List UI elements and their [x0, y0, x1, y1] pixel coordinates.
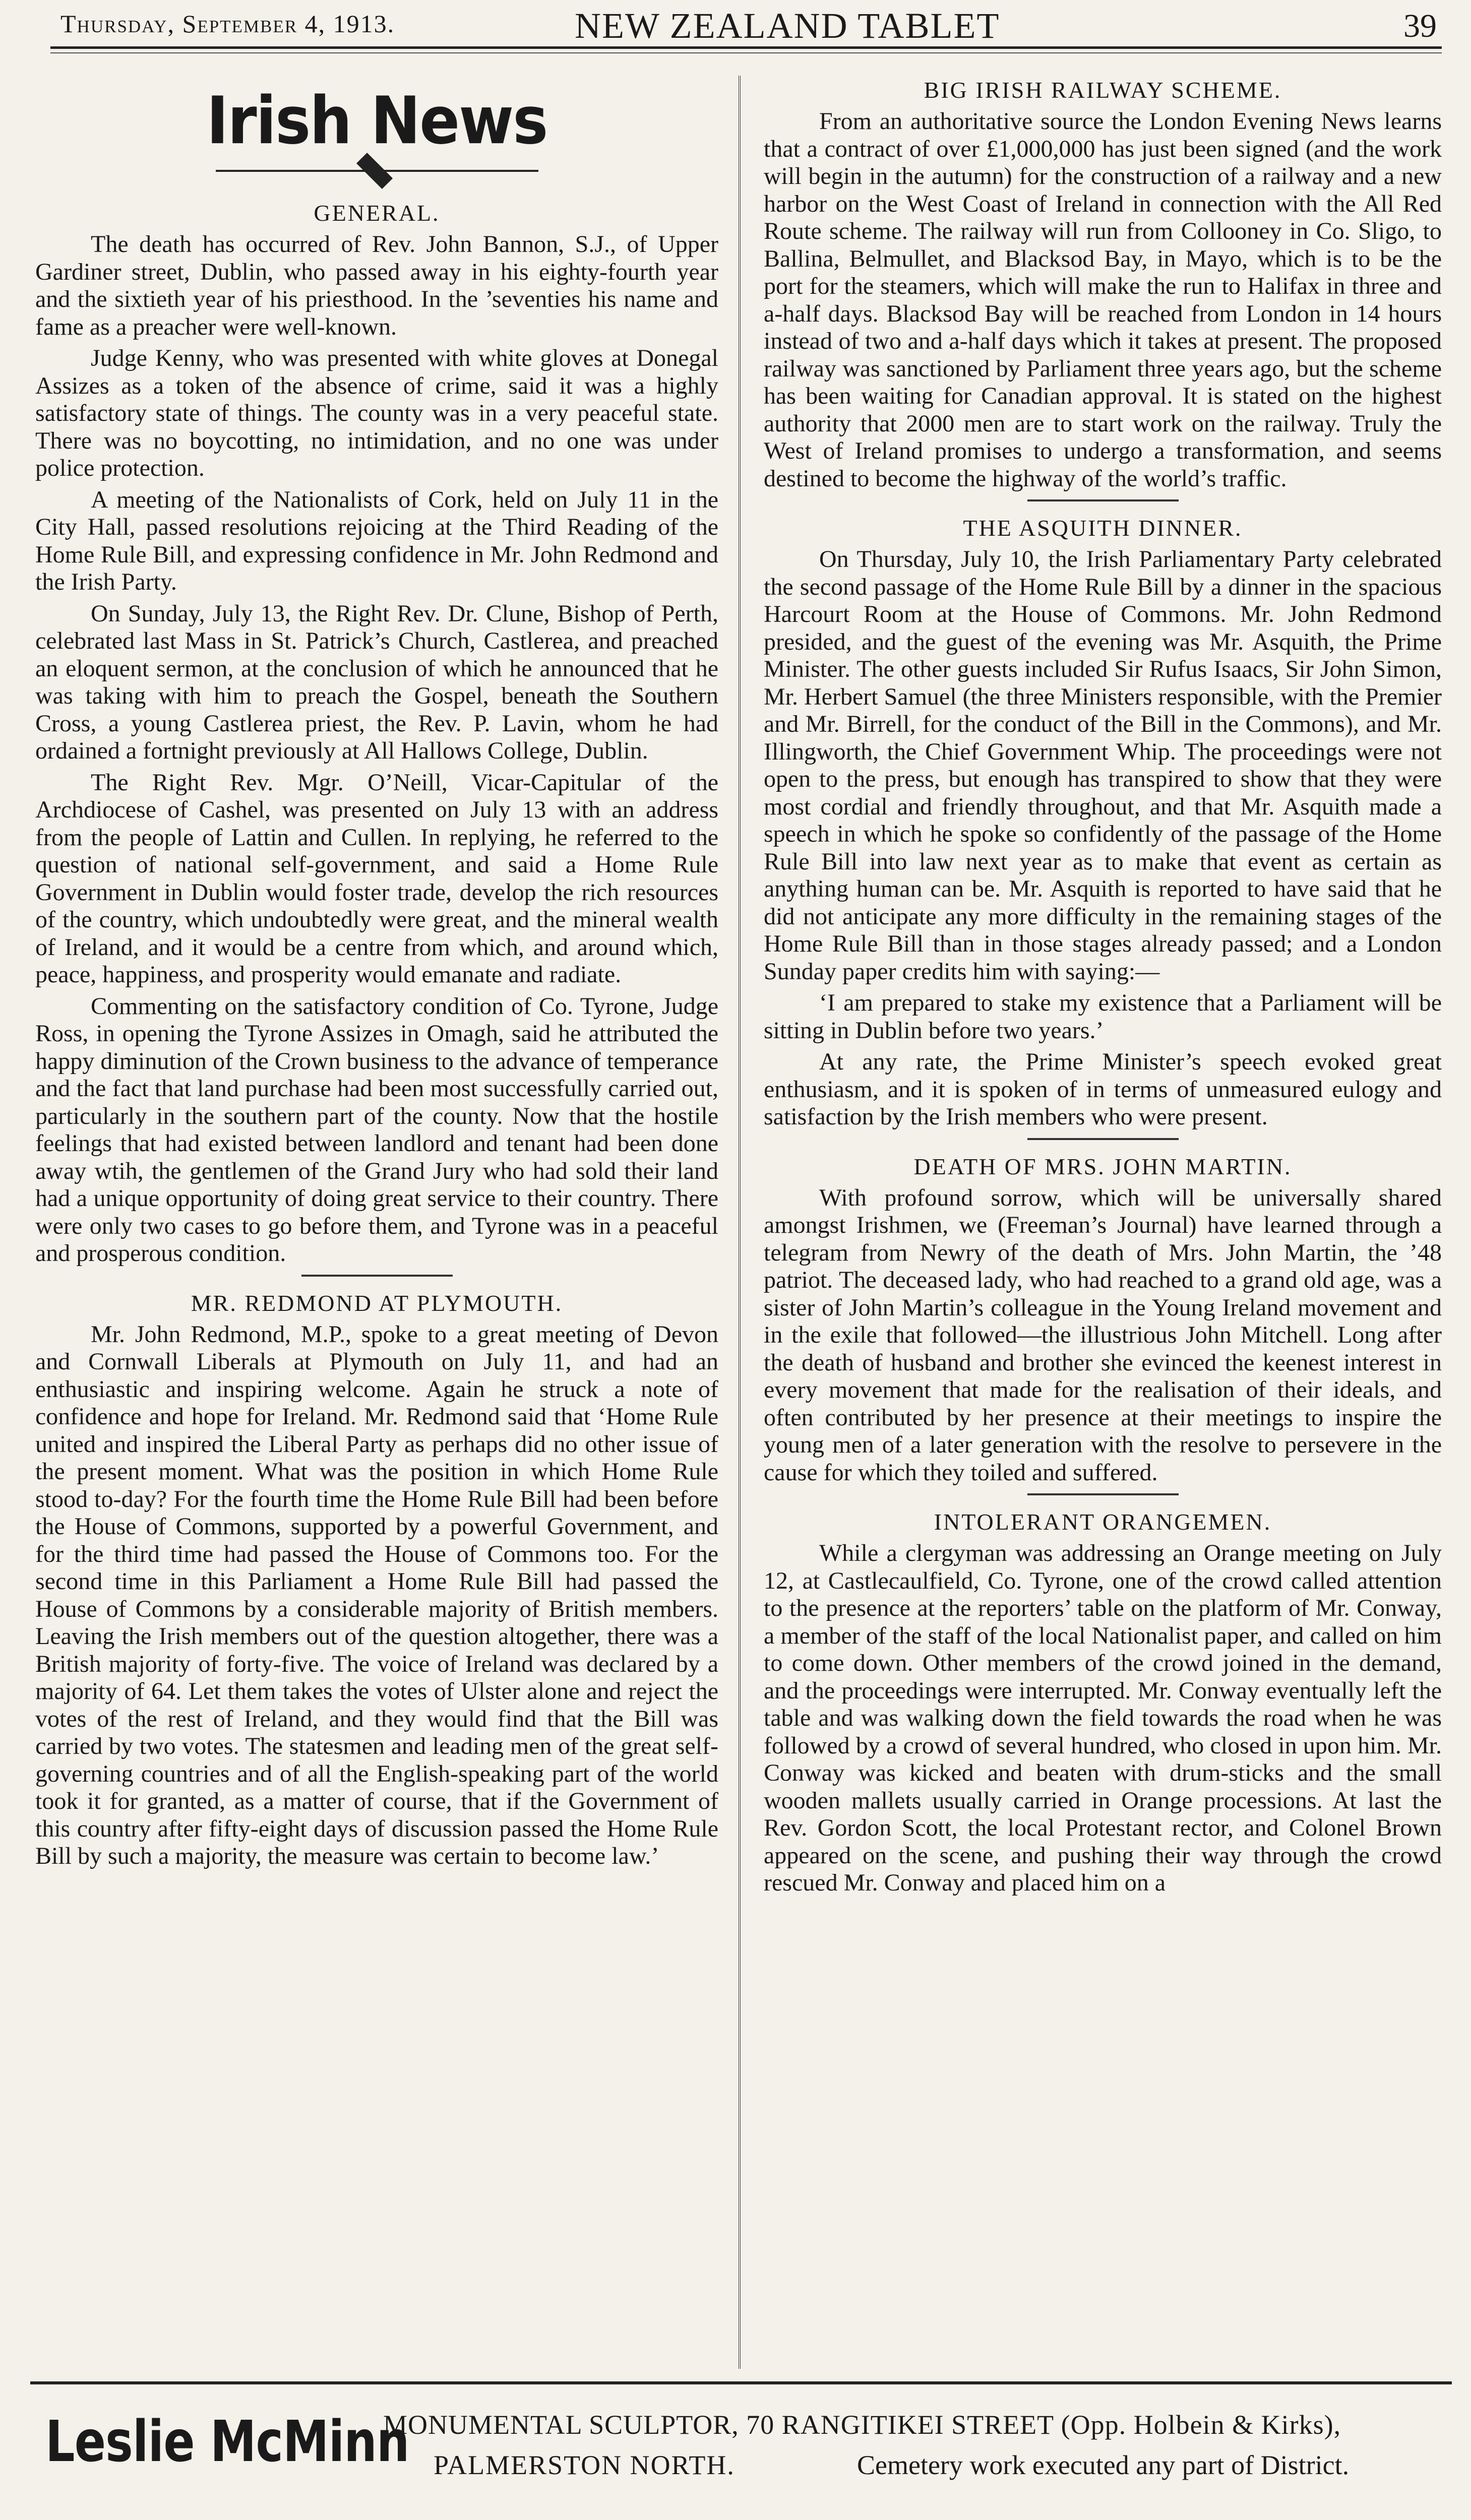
- heading-intolerant-orangemen: INTOLERANT ORANGEMEN.: [934, 1509, 1272, 1535]
- issue-date: Thursday, September 4, 1913.: [60, 10, 395, 38]
- article-paragraph: With profound sorrow, which will be universally shared amongst Irishmen, we (Freeman’s Journal) have learned through a telegram from Newry of the death of Mrs. John Martin, the ’48 patriot. The deceased lady, who had reached to a grand old age, was a sister of John Martin’s colleague in the Young Ireland movement and in the exile that followed—the illustrious John Mitchell. Long after the death of husband and brother she evinced the keenest interest in every movement that made for the realisation of their ideals, and often contributed by her presence at their meetings to inspire the young men of a later generation with the resolve to persevere in the cause for which they toiled and suffered.: [764, 1184, 1442, 1486]
- article-paragraph: On Sunday, July 13, the Right Rev. Dr. Clune, Bishop of Perth, celebrated last Mass in St. Patrick’s Church, Castlerea, and preached an eloquent sermon, at the conclusion of which he announced that he was taking with him to preach the Gospel, beneath the Southern Cross, a young Castlerea priest, the Rev. P. Lavin, whom he had ordained a fortnight previously at All Hallows College, Dublin.: [35, 600, 718, 764]
- advertiser-tagline: Cemetery work executed any part of District.: [857, 2450, 1350, 2480]
- article-paragraph: At any rate, the Prime Minister’s speech evoked great enthusiasm, and it is spoken of in terms of unmeasured eulogy and satisfaction by the Irish members who were present.: [764, 1048, 1442, 1130]
- header-rule: [50, 46, 1442, 49]
- heading-asquith-dinner: THE ASQUITH DINNER.: [963, 515, 1243, 541]
- footer-rule: [30, 2381, 1452, 2384]
- article-paragraph: A meeting of the Nationalists of Cork, held on July 11 in the City Hall, passed resolutions rejoicing at the Third Reading of the Home Rule Bill, and expressing confidence in Mr. John Redmond and the Irish Party.: [35, 486, 718, 595]
- advertiser-town: PALMERSTON NORTH.: [434, 2450, 735, 2480]
- article-paragraph: On Thursday, July 10, the Irish Parliamentary Party celebrated the second passage of the Home Rule Bill by a dinner in the spacious Harcourt Room at the House of Commons. Mr. John Redmond presided, and the guest of the evening was Mr. Asquith, the Prime Minister. The other guests included Sir Rufus Isaacs, Sir John Simon, Mr. Herbert Samuel (the three Ministers responsible, with the Premier and Mr. Birrell, for the conduct of the Bill in the Commons), and Mr. Illingworth, the Chief Government Whip. The proceedings were not open to the press, but enough has transpired to show that they were most cordial and friendly throughout, and that Mr. Asquith made a speech in which he spoke so confidently of the passage of the Home Rule Bill into law next year as to make that event as certain as anything human can be. Mr. Asquith is reported to have said that he did not anticipate any more difficulty in the remaining stages of the Home Rule Bill than in those stages already passed; and a London Sunday paper credits him with saying:—: [764, 546, 1442, 985]
- heading-general: GENERAL.: [314, 200, 440, 226]
- left-column: [35, 76, 718, 1874]
- advertiser-address: MONUMENTAL SCULPTOR, 70 RANGITIKEI STREET (Opp. Holbein & Kirks),: [383, 2410, 1341, 2440]
- heading-redmond-plymouth: MR. REDMOND AT PLYMOUTH.: [191, 1290, 563, 1316]
- article-paragraph: While a clergyman was addressing an Orange meeting on July 12, at Castlecaulfield, Co. Tyrone, one of the crowd called attention to the presence at the reporters’ table on the platform of Mr. Conway, a member of the staff of the local Nationalist paper, and called on him to come down. Other members of the crowd joined in the demand, and the proceedings were interrupted. Mr. Conway eventually left the table and was walking down the field towards the road when he was followed by a crowd of several hundred, who closed in upon him. Mr. Conway was kicked and beaten with drum-sticks and the small wooden mallets usually carried in Orange processions. At last the Rev. Gordon Scott, the local Protestant rector, and Colonel Brown appeared on the scene, and pushing their way through the crowd rescued Mr. Conway and placed him on a: [764, 1540, 1442, 1896]
- article-quote: ‘I am prepared to stake my existence that a Parliament will be sitting in Dublin before two years.’: [764, 989, 1442, 1044]
- header-rule-thin: [50, 52, 1442, 53]
- column-divider: [739, 76, 741, 2369]
- right-column: [764, 76, 1442, 1901]
- publication-title: NEW ZEALAND TABLET: [575, 6, 1000, 46]
- heading-railway-scheme: BIG IRISH RAILWAY SCHEME.: [924, 77, 1282, 103]
- section-separator: [301, 1275, 453, 1277]
- heading-death-mrs-martin: DEATH OF MRS. JOHN MARTIN.: [913, 1153, 1292, 1179]
- article-paragraph: Mr. John Redmond, M.P., spoke to a great meeting of Devon and Cornwall Liberals at Plymouth on July 11, and had an enthusiastic and inspiring welcome. Again he struck a note of confidence and hope for Ireland. Mr. Redmond said that ‘Home Rule united and inspired the Liberal Party as perhaps did no other issue of the present moment. What was the position in which Home Rule stood to-day? For the fourth time the Home Rule Bill had been before the House of Commons, supported by a powerful Government, and for the third time had passed the House of Commons too. For the second time in this Parliament a Home Rule Bill had passed the House of Commons by a considerable majority of British members. Leaving the Irish members out of the question altogether, there was a British majority of forty-five. The voice of Ireland was declared by a majority of 64. Let them takes the votes of Ulster alone and reject the votes of the rest of Ireland, and they would find that the Bill was carried by two votes. The statesmen and leading men of the great self-governing countries and of all the English-speaking part of the world took it for granted, as a matter of course, that if the Government of this country after fifty-eight days of discussion passed the Home Rule Bill by such a majority, the measure was certain to become law.’: [35, 1320, 718, 1869]
- article-paragraph: Commenting on the satisfactory condition of Co. Tyrone, Judge Ross, in opening the Tyrone Assizes in Omagh, said he attributed the happy diminution of the Crown business to the advance of temperance and the fact that land purchase had been most successfully carried out, particularly in the southern part of the county. Now that the hostile feelings that had existed between landlord and tenant had been done away wtih, the gentlemen of the Grand Jury who had sold their land had a unique opportunity of doing great service to their country. There were only two cases to go before them, and Tyrone was in a peaceful and prosperous condition.: [35, 992, 718, 1267]
- article-paragraph: From an authoritative source the London Evening News learns that a contract of over £1,000,000 has just been signed (and the work will begin in the autumn) for the construction of a railway and a new harbor on the West Coast of Ireland in connection with the All Red Route scheme. The railway will run from Collooney in Co. Sligo, to Ballina, Belmullet, and Blacksod Bay, in Mayo, which is to be the port for the steamers, which will make the run to Halifax in three and a-half days. Blacksod Bay will be reached from London in 14 hours instead of two and a-half days which it takes at present. The proposed railway was sanctioned by Parliament three years ago, but the scheme has been waiting for Canadian approval. It is stated on the highest authority that 2000 men are to start work on the railway. Truly the West of Ireland promises to undergo a transformation, and seems destined to become the highway of the world’s traffic.: [764, 108, 1442, 492]
- section-separator: [1027, 1138, 1179, 1140]
- advertiser-name: Leslie McMinn: [45, 2409, 409, 2475]
- masthead-ornament: [216, 163, 538, 178]
- advertisement: [30, 2399, 1452, 2510]
- page-number: 39: [1403, 8, 1437, 44]
- section-masthead: Irish News: [206, 82, 547, 159]
- section-separator: [1027, 499, 1179, 501]
- article-paragraph: Judge Kenny, who was presented with white gloves at Donegal Assizes as a token of the absence of crime, said it was a highly satisfactory state of things. The county was in a very peaceful state. There was no boycotting, no intimidation, and no one was under police protection.: [35, 345, 718, 481]
- page-header: [50, 0, 1442, 46]
- section-separator: [1027, 1493, 1179, 1495]
- article-paragraph: The Right Rev. Mgr. O’Neill, Vicar-Capitular of the Archdiocese of Cashel, was presented on July 13 with an address from the people of Lattin and Cullen. In replying, he referred to the question of national self-government, and said a Home Rule Government in Dublin would foster trade, develop the rich resources of the country, which undoubtedly were great, and the mineral wealth of Ireland, and it would be a centre from which, and around which, peace, happiness, and prosperity would emanate and radiate.: [35, 769, 718, 988]
- article-paragraph: The death has occurred of Rev. John Bannon, S.J., of Upper Gardiner street, Dublin, who passed away in his eighty-fourth year and the sixtieth year of his priesthood. In the ’seventies his name and fame as a preacher were well-known.: [35, 231, 718, 340]
